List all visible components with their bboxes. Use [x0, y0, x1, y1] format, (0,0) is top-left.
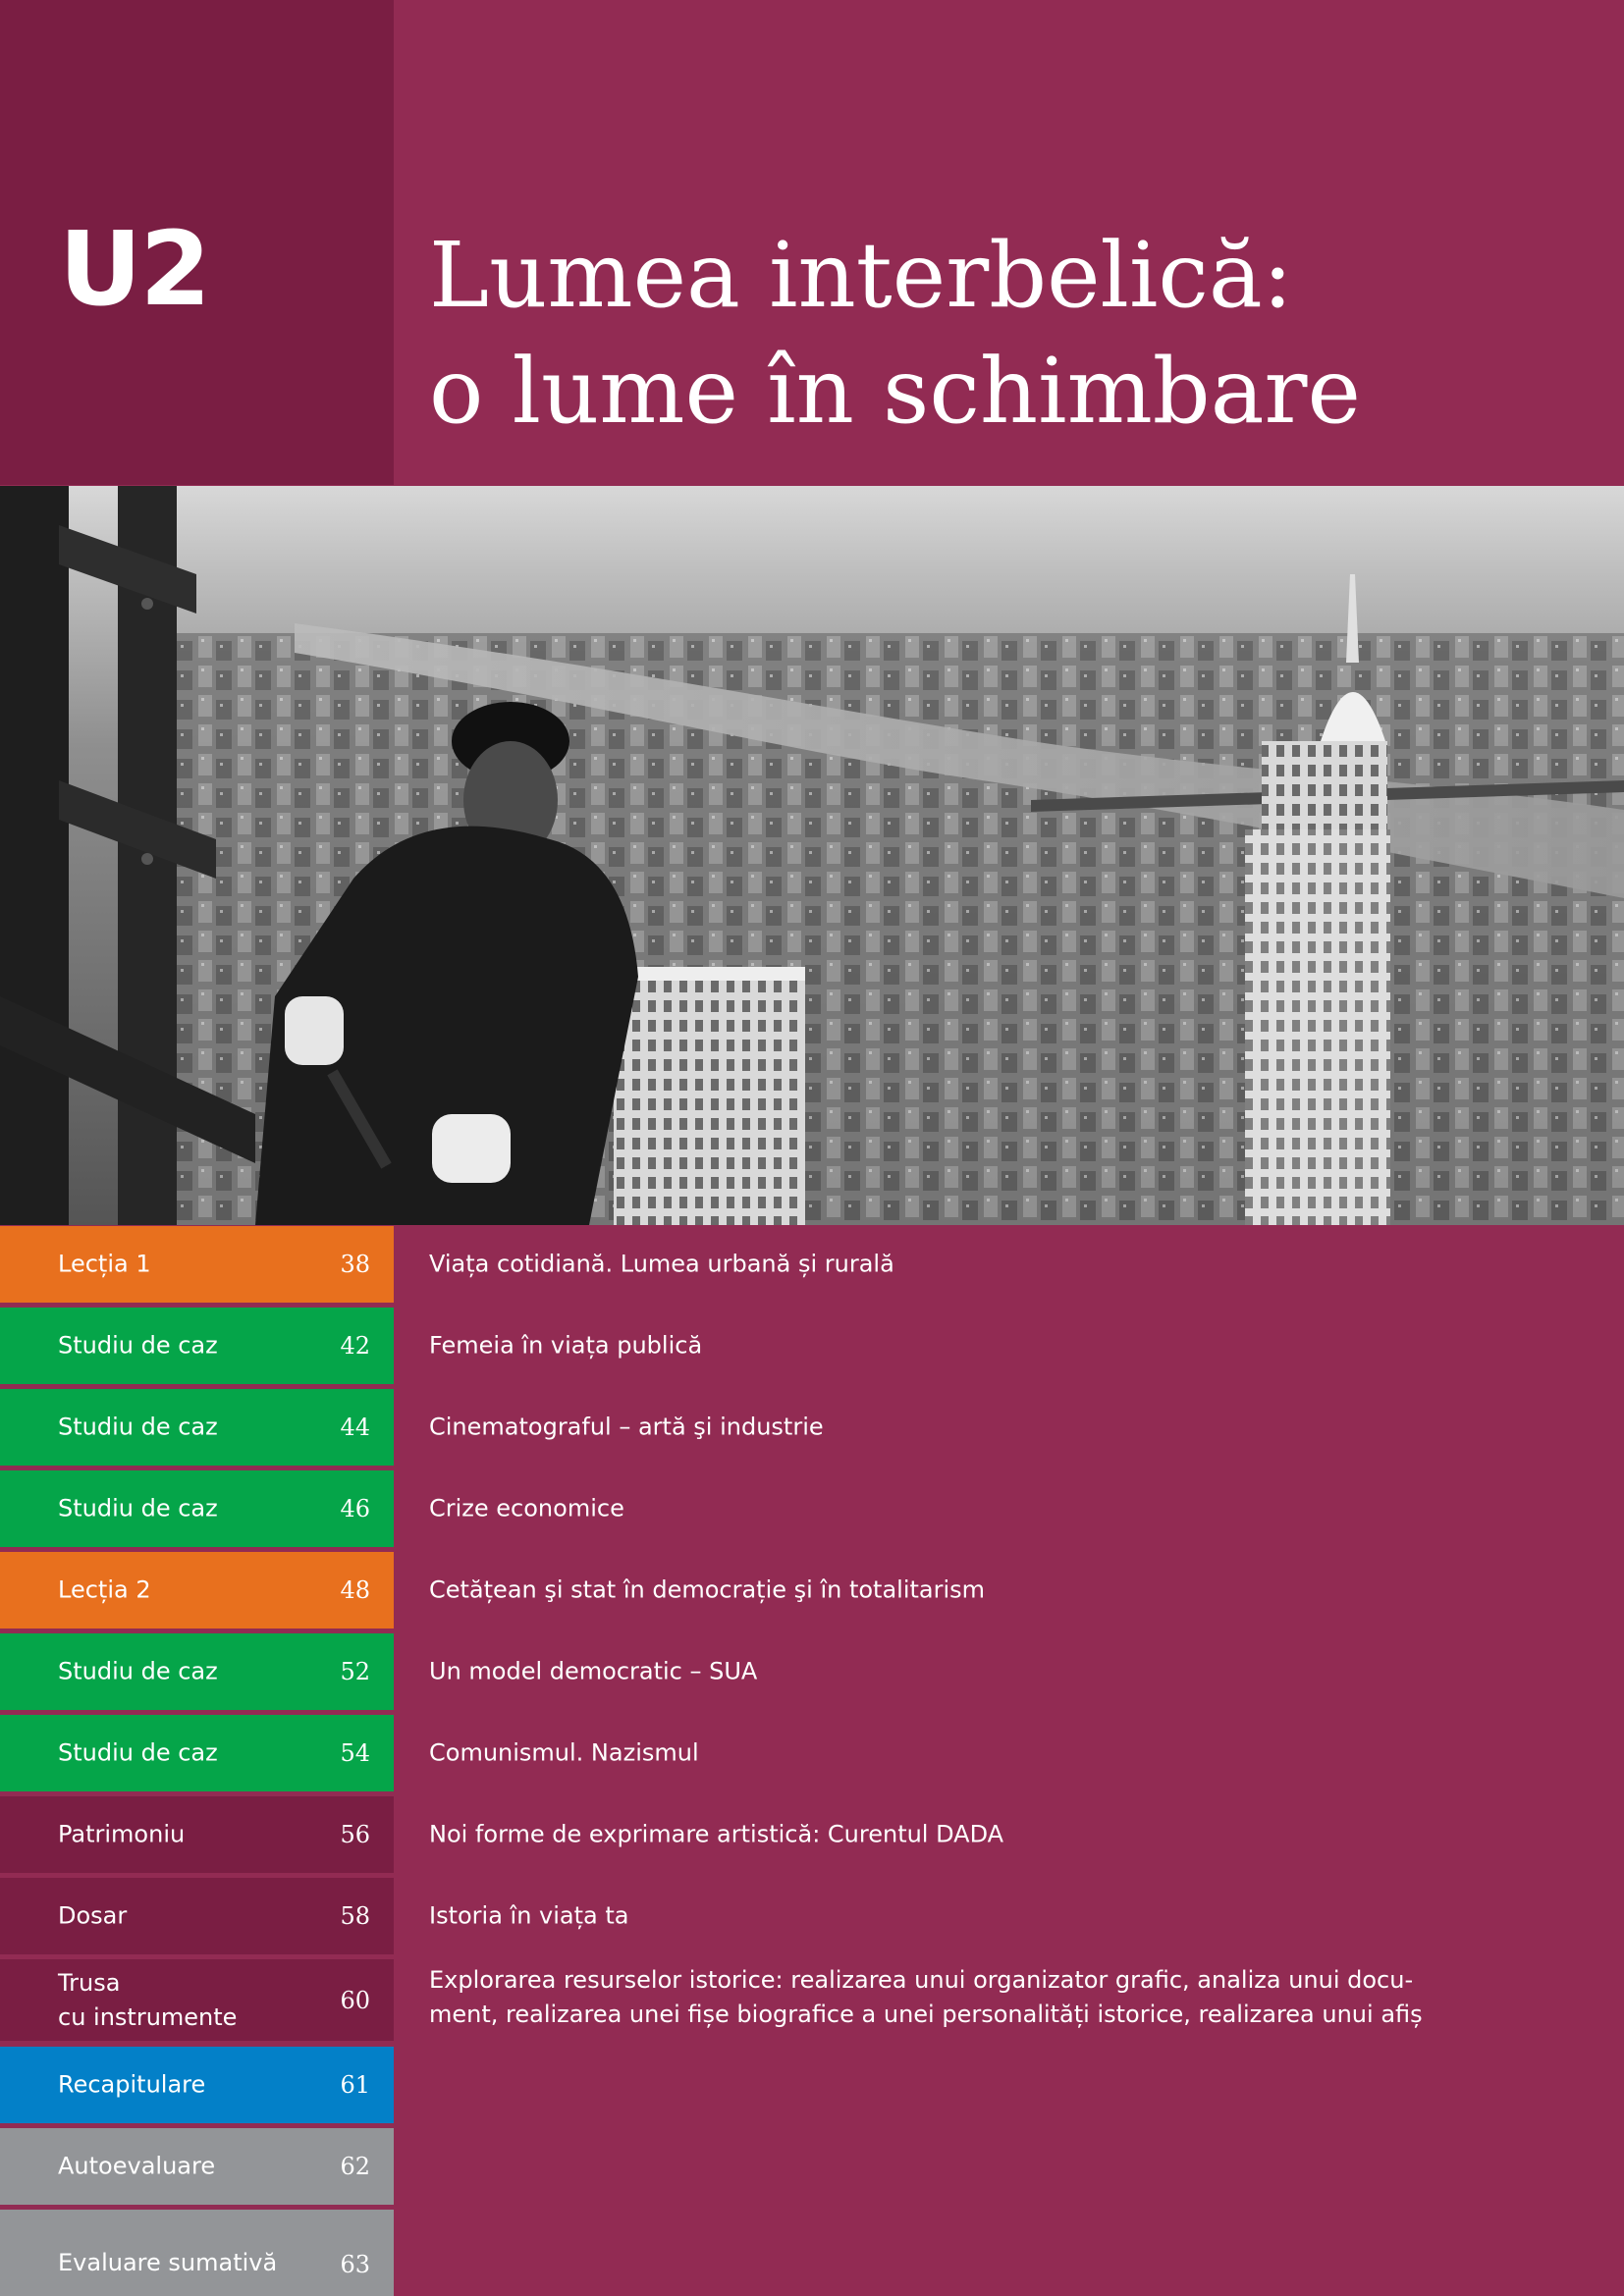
- toc-row[interactable]: [0, 1470, 1624, 1547]
- toc-page-number: 61: [340, 2071, 370, 2099]
- toc-page-number: 62: [340, 2153, 370, 2180]
- unit-title-line-2: o lume în schimbare: [429, 339, 1361, 444]
- toc-label: Dosar: [58, 1901, 128, 1930]
- toc-row[interactable]: [0, 1959, 1624, 2041]
- toc-tab[interactable]: [0, 1959, 394, 2041]
- toc-row[interactable]: [0, 1796, 1624, 1873]
- toc-page-number: 38: [340, 1251, 370, 1278]
- toc-row[interactable]: [0, 1552, 1624, 1629]
- toc-row[interactable]: [0, 2128, 1624, 2205]
- toc-tab[interactable]: [0, 1308, 394, 1384]
- toc-page-number: 63: [340, 2251, 370, 2278]
- toc-page-number: 46: [340, 1495, 370, 1522]
- toc-label: Recapitulare: [58, 2070, 206, 2099]
- toc-label: Studiu de caz: [58, 1494, 218, 1522]
- toc-tab[interactable]: [0, 1715, 394, 1791]
- toc-tab[interactable]: [0, 1552, 394, 1629]
- toc-tab[interactable]: [0, 1796, 394, 1873]
- zoom-in-icon[interactable]: [1453, 506, 1624, 1225]
- toc-description[interactable]: Cinematograful – artă şi industrie: [429, 1413, 824, 1441]
- toc-tab[interactable]: [0, 1470, 394, 1547]
- toc-label: Studiu de caz: [58, 1331, 218, 1360]
- toc-label: Studiu de caz: [58, 1657, 218, 1685]
- toc-label: Autoevaluare: [58, 2152, 216, 2180]
- city-photo-illustration: [0, 486, 1624, 1225]
- toc-page-number: 52: [340, 1658, 370, 1685]
- toc-description[interactable]: Femeia în viața publică: [429, 1331, 703, 1360]
- toc-label: Patrimoniu: [58, 1820, 186, 1848]
- toc-tab[interactable]: [0, 1878, 394, 1954]
- toc-tab[interactable]: [0, 1633, 394, 1710]
- toc-label: Lecția 2: [58, 1575, 151, 1604]
- toc-description[interactable]: Un model democratic – SUA: [429, 1657, 758, 1685]
- toc-label: Trusa cu instrumente: [58, 1968, 238, 2031]
- toc-page-number: 42: [340, 1332, 370, 1360]
- header-unit-panel: [0, 0, 394, 485]
- toc-row[interactable]: [0, 2047, 1624, 2123]
- toc-label: Evaluare sumativă: [58, 2249, 278, 2276]
- toc-description[interactable]: Comunismul. Nazismul: [429, 1738, 699, 1767]
- unit-code: U2: [59, 209, 209, 329]
- toc-page-number: 44: [340, 1414, 370, 1441]
- cover-photo: [0, 486, 1624, 1225]
- toc-row[interactable]: [0, 1633, 1624, 1710]
- toc-tab[interactable]: [0, 1226, 394, 1303]
- unit-title-line-1: Lumea interbelică:: [429, 223, 1293, 328]
- toc-tab[interactable]: [0, 2210, 394, 2296]
- toc-description[interactable]: Istoria în viața ta: [429, 1901, 629, 1930]
- toc-page-number: 54: [340, 1739, 370, 1767]
- toc-row[interactable]: [0, 1715, 1624, 1791]
- toc-tab[interactable]: [0, 1389, 394, 1466]
- toc-row[interactable]: [0, 2210, 1624, 2296]
- toc-label: Studiu de caz: [58, 1413, 218, 1441]
- toc-page-number: 56: [340, 1821, 370, 1848]
- toc-label: Studiu de caz: [58, 1738, 218, 1767]
- toc-row[interactable]: [0, 1226, 1624, 1303]
- toc-page-number: 48: [340, 1576, 370, 1604]
- toc-label: Lecția 1: [58, 1250, 151, 1278]
- toc-description[interactable]: Cetățean şi stat în democrație şi în totalitarism: [429, 1575, 986, 1604]
- toc-tab[interactable]: [0, 2128, 394, 2205]
- unit-title: [429, 218, 1558, 450]
- toc-row[interactable]: [0, 1878, 1624, 1954]
- toc-tab[interactable]: [0, 2047, 394, 2123]
- toc-row[interactable]: [0, 1308, 1624, 1384]
- toc-description[interactable]: Noi forme de exprimare artistică: Curentul DADA: [429, 1820, 1004, 1848]
- toc-row[interactable]: [0, 1389, 1624, 1466]
- toc-page-number: 60: [340, 1986, 370, 2014]
- toc-page-number: 58: [340, 1902, 370, 1930]
- toc-description[interactable]: Explorarea resurselor istorice: realizarea unui organizator grafic, analiza unui docu- ment, realizarea unei fișe biografice a unei personalități istorice, realizarea unui afiș: [429, 1966, 1423, 2028]
- toc-description[interactable]: Viața cotidiană. Lumea urbană și rurală: [429, 1250, 894, 1278]
- toc-description[interactable]: Crize economice: [429, 1494, 624, 1522]
